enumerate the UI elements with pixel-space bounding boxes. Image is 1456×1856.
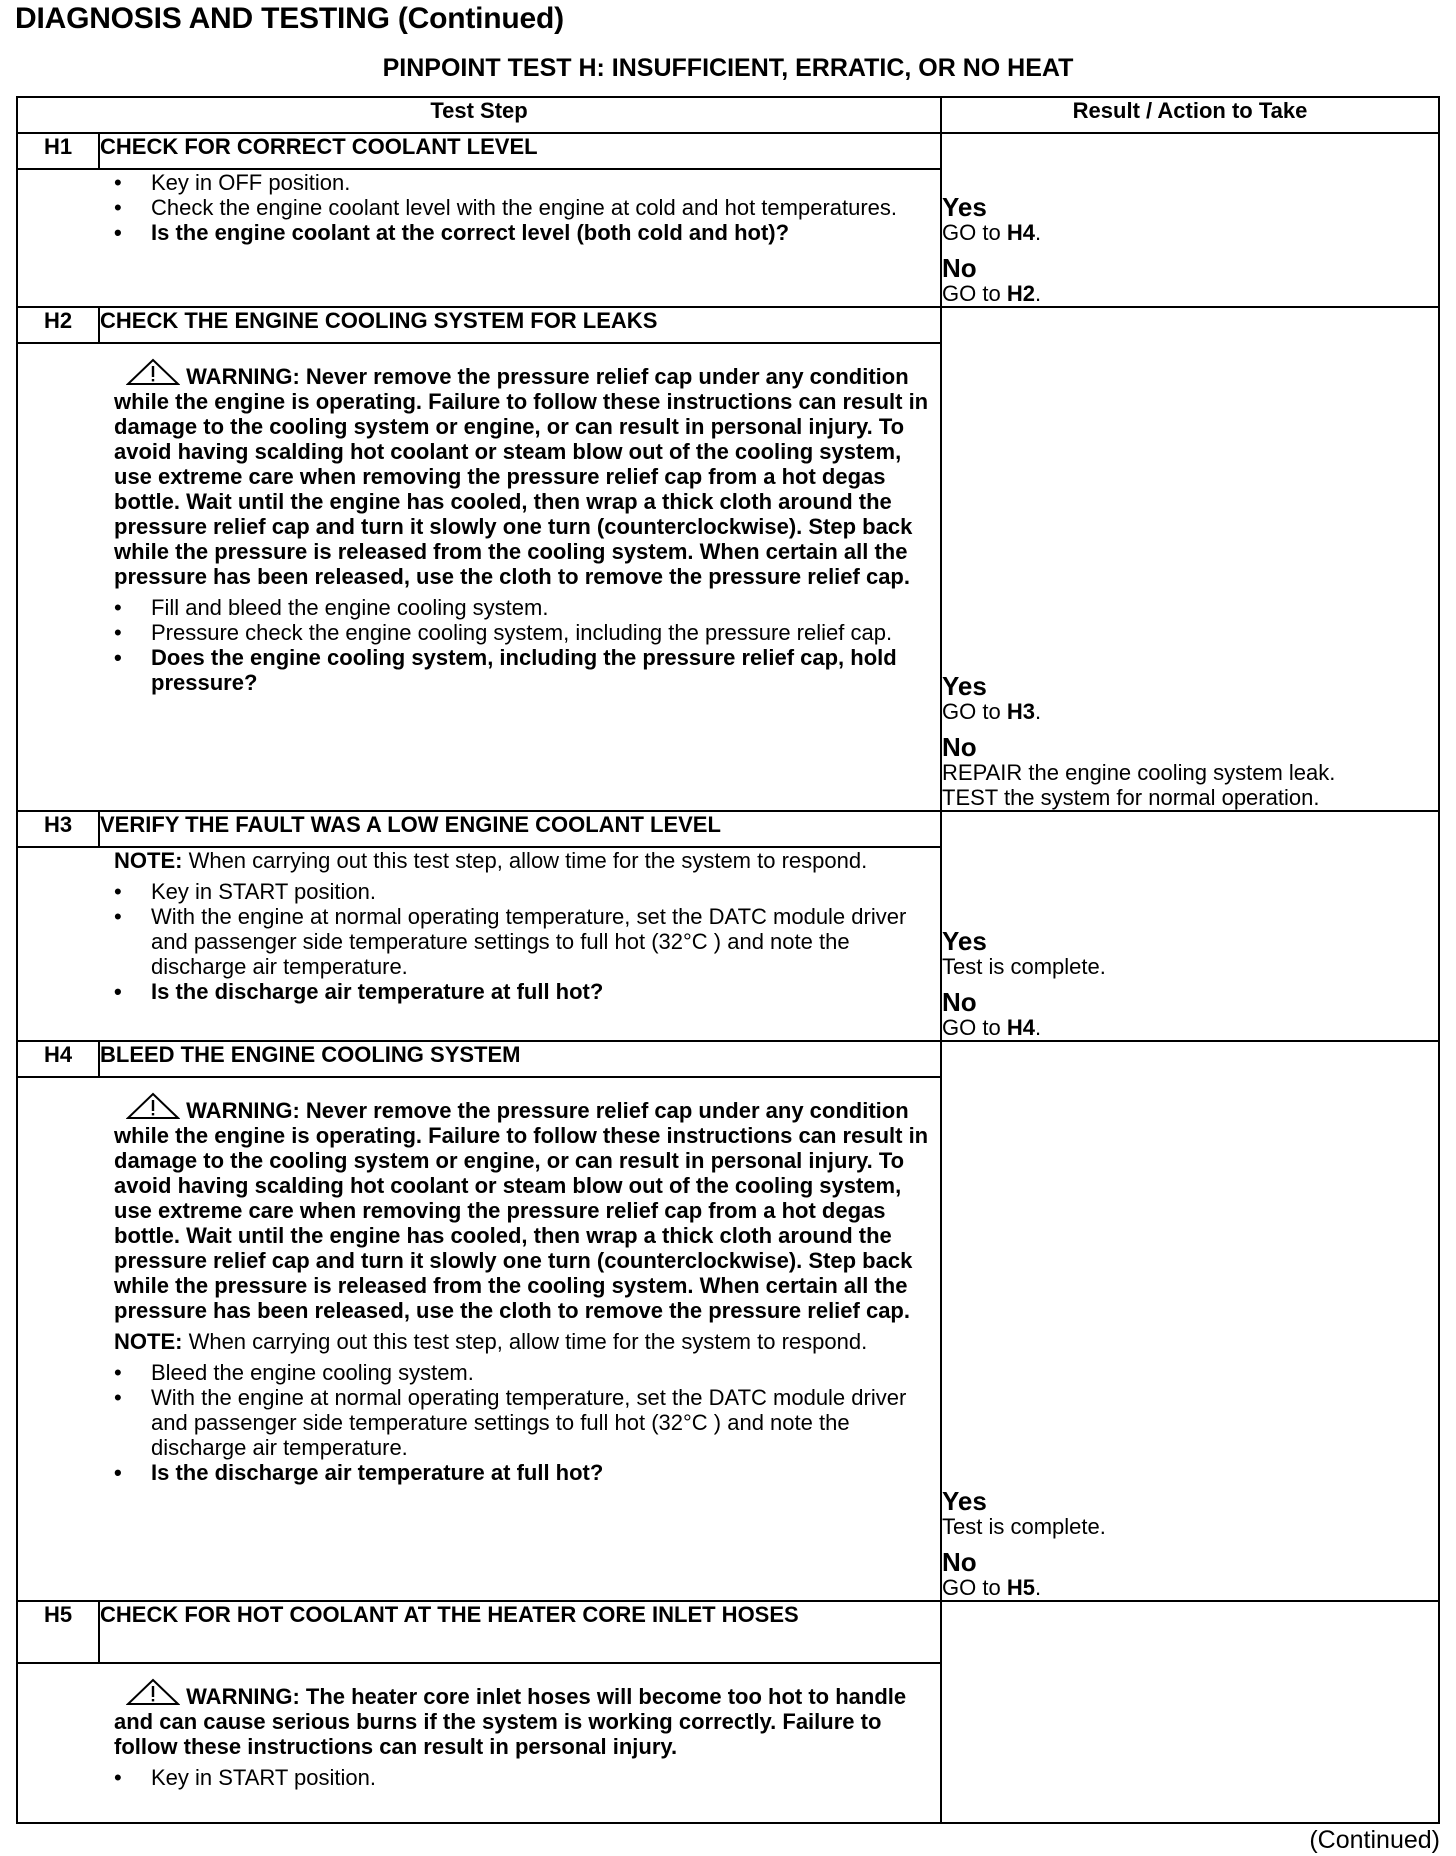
bullet-icon: • <box>114 879 122 904</box>
step-title: BLEED THE ENGINE COOLING SYSTEM <box>99 1041 941 1077</box>
list-item-text: Key in OFF position. <box>151 170 351 195</box>
bullet-icon: • <box>114 595 122 620</box>
list-item <box>114 1360 940 1385</box>
go-to-target: H2 <box>1006 281 1035 306</box>
step-h4-title-row <box>17 1041 1439 1077</box>
list-item-text: Fill and bleed the engine cooling system. <box>151 595 549 620</box>
list-item-text: Does the engine cooling system, including the pressure relief cap, hold pressure? <box>151 645 897 695</box>
list-item <box>114 979 940 1004</box>
step-h1-title-row <box>17 133 1439 169</box>
go-to-text: GO to <box>942 699 1007 724</box>
step-bullet-list <box>114 1360 940 1485</box>
list-item-text: Key in START position. <box>151 879 376 904</box>
step-id: H4 <box>17 1041 99 1077</box>
list-item <box>114 220 940 245</box>
list-item-text: With the engine at normal operating temperature, set the DATC module driver and passenger side temperature settings to full hot (32°C ) and note the discharge air temperature. <box>151 904 907 979</box>
step-body <box>17 343 941 811</box>
go-to-target: H3 <box>1006 699 1035 724</box>
warning-text: WARNING: Never remove the pressure relief cap under any condition while the engine is operating. Failure to follow these instructions can result in damage to the cooling system or engine, or can result in personal injury. To avoid having scalding hot coolant or steam blow out of the cooling system, use extreme care when removing the pressure relief cap from a hot degas bottle. Wait until the engine has cooled, then wrap a thick cloth around the pressure relief cap and turn it slowly one turn (counterclockwise). Step back while the pressure is released from the cooling system. When certain all the pressure has been released, use the cloth to remove the pressure relief cap. <box>114 364 929 589</box>
result-no-label: No <box>942 732 977 762</box>
step-title: CHECK FOR HOT COOLANT AT THE HEATER CORE INLET HOSES <box>99 1601 941 1663</box>
note-block <box>114 848 940 873</box>
result-no-label: No <box>942 253 977 283</box>
list-item-text: Check the engine coolant level with the engine at cold and hot temperatures. <box>151 195 898 220</box>
step-h3-result <box>941 811 1439 1041</box>
step-h1-result <box>941 133 1439 307</box>
list-item <box>114 1385 940 1460</box>
warning-block <box>114 1092 940 1323</box>
pinpoint-test-title: PINPOINT TEST H: INSUFFICIENT, ERRATIC, OR NO HEAT <box>382 54 1074 82</box>
list-item <box>114 620 940 645</box>
step-body <box>17 1077 941 1601</box>
list-item-text: With the engine at normal operating temperature, set the DATC module driver and passenger side temperature settings to full hot (32°C ) and note the discharge air temperature. <box>151 1385 907 1460</box>
step-id: H5 <box>17 1601 99 1663</box>
go-to-text: GO to <box>942 281 1007 306</box>
list-item-text: Is the discharge air temperature at full hot? <box>151 979 604 1004</box>
step-h2-result <box>941 307 1439 811</box>
step-id: H3 <box>17 811 99 847</box>
result-no-action-2: TEST the system for normal operation. <box>942 785 1320 810</box>
step-h5-title-row <box>17 1601 1439 1663</box>
go-to-target: H4 <box>1006 220 1035 245</box>
list-item <box>114 1765 940 1790</box>
list-item-text: Is the discharge air temperature at full hot? <box>151 1460 604 1485</box>
result-yes-action: Test is complete. <box>942 1514 1106 1539</box>
bullet-icon: • <box>114 170 122 195</box>
table-header-row <box>17 97 1439 133</box>
note-label: NOTE: <box>114 848 183 873</box>
step-bullet-list <box>114 595 940 695</box>
go-to-target: H4 <box>1006 1015 1035 1040</box>
page-title: DIAGNOSIS AND TESTING (Continued) <box>15 2 564 35</box>
result-yes-label: Yes <box>942 192 987 222</box>
result-yes-action: Test is complete. <box>942 954 1106 979</box>
bullet-icon: • <box>114 645 122 670</box>
warning-block <box>114 1678 940 1759</box>
list-item <box>114 645 940 695</box>
note-text: When carrying out this test step, allow time for the system to respond. <box>182 848 868 873</box>
bullet-icon: • <box>114 979 122 1004</box>
result-no-action-1: REPAIR the engine cooling system leak. <box>942 760 1336 785</box>
step-h2-title-row <box>17 307 1439 343</box>
bullet-icon: • <box>114 904 122 929</box>
step-bullet-list <box>114 170 940 245</box>
list-item <box>114 904 940 979</box>
warning-triangle-icon <box>126 1092 180 1120</box>
step-title: CHECK THE ENGINE COOLING SYSTEM FOR LEAKS <box>99 307 941 343</box>
result-yes-action: GO to H4. <box>942 220 1042 245</box>
result-no-action: GO to H2. <box>942 281 1042 306</box>
result-no-label: No <box>942 987 977 1017</box>
result-yes-label: Yes <box>942 1486 987 1516</box>
go-to-text: GO to <box>942 220 1007 245</box>
bullet-icon: • <box>114 1385 122 1410</box>
result-no-action: GO to H4. <box>942 1015 1042 1040</box>
warning-text: WARNING: The heater core inlet hoses will become too hot to handle and can cause serious burns if the system is working correctly. Failure to follow these instructions can result in personal injury. <box>114 1684 907 1759</box>
step-h3-title-row <box>17 811 1439 847</box>
step-body <box>17 1663 941 1823</box>
note-text: When carrying out this test step, allow time for the system to respond. <box>182 1329 868 1354</box>
list-item-text: Key in START position. <box>151 1765 376 1790</box>
list-item-text: Is the engine coolant at the correct level (both cold and hot)? <box>151 220 790 245</box>
go-to-target: H5 <box>1006 1575 1035 1600</box>
bullet-icon: • <box>114 195 122 220</box>
bullet-icon: • <box>114 1360 122 1385</box>
bullet-icon: • <box>114 1460 122 1485</box>
step-h5-result <box>941 1601 1439 1823</box>
go-to-text: GO to <box>942 1575 1007 1600</box>
result-yes-label: Yes <box>942 926 987 956</box>
step-title: CHECK FOR CORRECT COOLANT LEVEL <box>99 133 941 169</box>
continued-footer: (Continued) <box>1309 1826 1440 1854</box>
column-header-result: Result / Action to Take <box>941 97 1439 133</box>
warning-block <box>114 358 940 589</box>
note-block <box>114 1329 940 1354</box>
list-item <box>114 195 940 220</box>
list-item-text: Bleed the engine cooling system. <box>151 1360 474 1385</box>
result-no-label: No <box>942 1547 977 1577</box>
note-label: NOTE: <box>114 1329 183 1354</box>
step-title: VERIFY THE FAULT WAS A LOW ENGINE COOLANT LEVEL <box>99 811 941 847</box>
list-item-text: Pressure check the engine cooling system, including the pressure relief cap. <box>151 620 893 645</box>
pinpoint-test-table <box>16 96 1440 1824</box>
list-item <box>114 1460 940 1485</box>
bullet-icon: • <box>114 1765 122 1790</box>
result-yes-action: GO to H3. <box>942 699 1042 724</box>
bullet-icon: • <box>114 220 122 245</box>
bullet-icon: • <box>114 620 122 645</box>
step-body <box>17 847 941 1041</box>
result-no-action: GO to H5. <box>942 1575 1042 1600</box>
step-h4-result <box>941 1041 1439 1601</box>
list-item <box>114 595 940 620</box>
result-yes-label: Yes <box>942 671 987 701</box>
step-bullet-list <box>114 1765 940 1790</box>
step-id: H1 <box>17 133 99 169</box>
go-to-text: GO to <box>942 1015 1007 1040</box>
list-item <box>114 879 940 904</box>
column-header-test-step: Test Step <box>17 97 941 133</box>
step-body <box>17 169 941 307</box>
warning-triangle-icon <box>126 1678 180 1706</box>
warning-text: WARNING: Never remove the pressure relief cap under any condition while the engine is operating. Failure to follow these instructions can result in damage to the cooling system or engine, or can result in personal injury. To avoid having scalding hot coolant or steam blow out of the cooling system, use extreme care when removing the pressure relief cap from a hot degas bottle. Wait until the engine has cooled, then wrap a thick cloth around the pressure relief cap and turn it slowly one turn (counterclockwise). Step back while the pressure is released from the cooling system. When certain all the pressure has been released, use the cloth to remove the pressure relief cap. <box>114 1098 929 1323</box>
list-item <box>114 170 940 195</box>
step-bullet-list <box>114 879 940 1004</box>
step-id: H2 <box>17 307 99 343</box>
warning-triangle-icon <box>126 358 180 386</box>
